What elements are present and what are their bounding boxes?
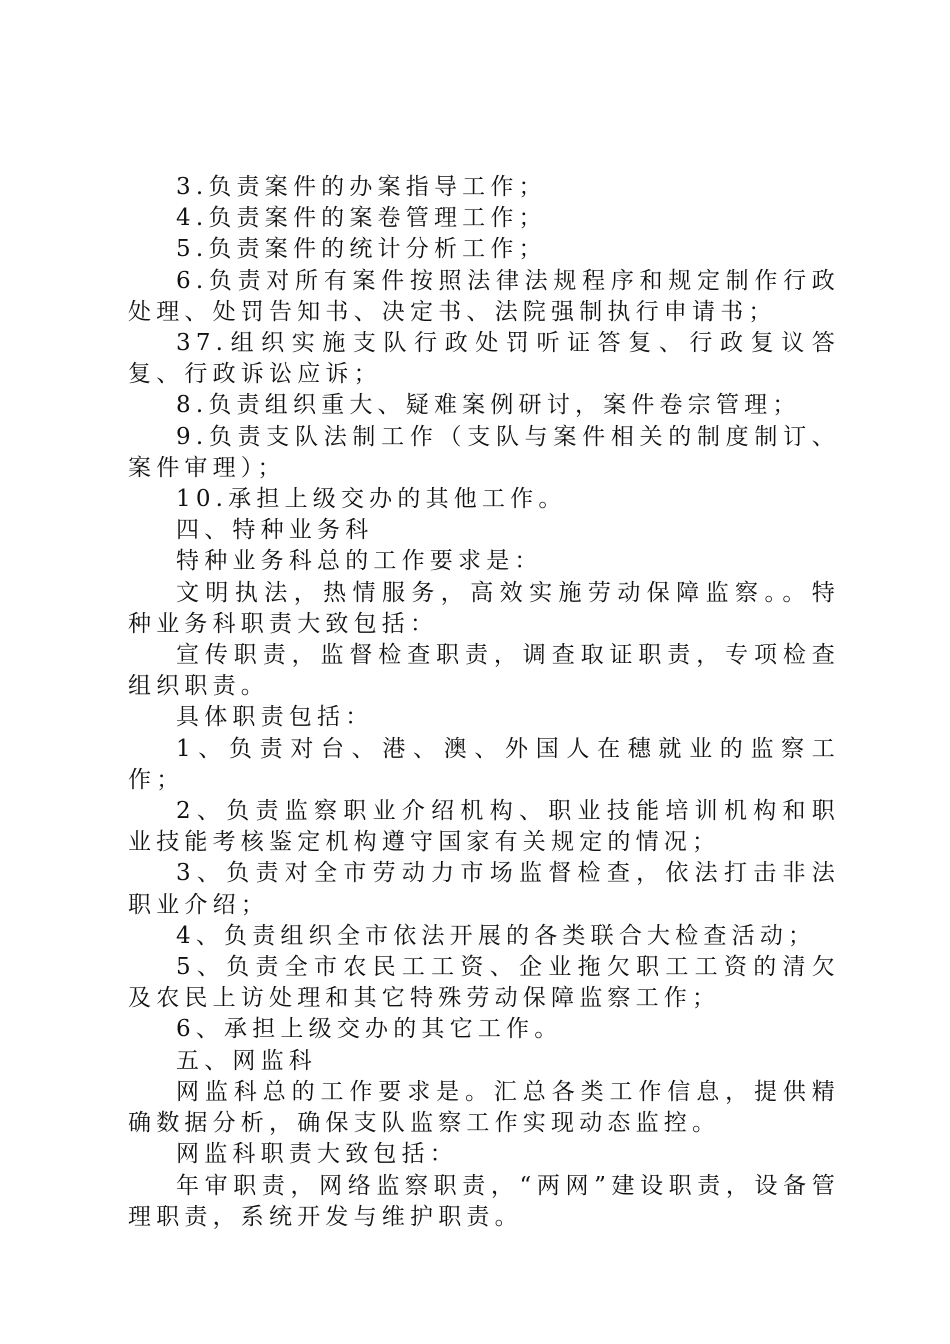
section-heading-network-monitoring: 五、网监科 [176, 1047, 317, 1074]
paragraph-17: 4、负责组织全市依法开展的各类联合大检查活动； [176, 922, 817, 949]
paragraph-8: 10.承担上级交办的其他工作。 [176, 486, 567, 513]
paragraph-14: 1、负责对台、港、澳、外国人在穗就业的监察工作； [128, 735, 840, 793]
paragraph-2: 4.负责案件的案卷管理工作； [176, 205, 547, 232]
paragraph-11: 文明执法，热情服务，高效实施劳动保障监察。。特种业务科职责大致包括： [128, 579, 840, 637]
paragraph-3: 5.负责案件的统计分析工作； [176, 236, 547, 263]
paragraph-12: 宣传职责，监督检查职责，调查取证职责，专项检查组织职责。 [128, 642, 840, 700]
paragraph-1: 3.负责案件的办案指导工作； [176, 174, 547, 200]
paragraph-22: 网监科职责大致包括： [176, 1141, 458, 1168]
section-heading-special-business: 四、特种业务科 [176, 517, 374, 544]
paragraph-16: 3、负责对全市劳动力市场监督检查，依法打击非法职业介绍； [128, 860, 840, 918]
paragraph-18: 5、负责全市农民工工资、企业拖欠职工工资的清欠及农民上访处理和其它特殊劳动保障监察工作； [128, 954, 840, 1012]
paragraph-19: 6、承担上级交办的其它工作。 [176, 1016, 563, 1043]
paragraph-6: 8.负责组织重大、疑难案例研讨，案件卷宗管理； [176, 392, 801, 419]
paragraph-21: 网监科总的工作要求是。汇总各类工作信息，提供精确数据分析，确保支队监察工作实现动态监控。 [128, 1078, 840, 1137]
paragraph-7: 9.负责支队法制工作（支队与案件相关的制度制订、案件审理）； [128, 423, 840, 481]
paragraph-15: 2、负责监察职业介绍机构、职业技能培训机构和职业技能考核鉴定机构遵守国家有关规定的情况； [128, 798, 840, 856]
paragraph-4: 6.负责对所有案件按照法律法规程序和规定制作行政处理、处罚告知书、决定书、法院强制执行申请书； [128, 267, 840, 325]
paragraph-10: 特种业务科总的工作要求是： [176, 548, 543, 575]
paragraph-23: 年审职责，网络监察职责，“两网”建设职责，设备管理职责，系统开发与维护职责。 [128, 1172, 840, 1230]
paragraph-13: 具体职责包括： [176, 704, 374, 731]
paragraph-5: 37.组织实施支队行政处罚听证答复、行政复议答复、行政诉讼应诉； [128, 330, 840, 388]
document-body [128, 172, 840, 1233]
